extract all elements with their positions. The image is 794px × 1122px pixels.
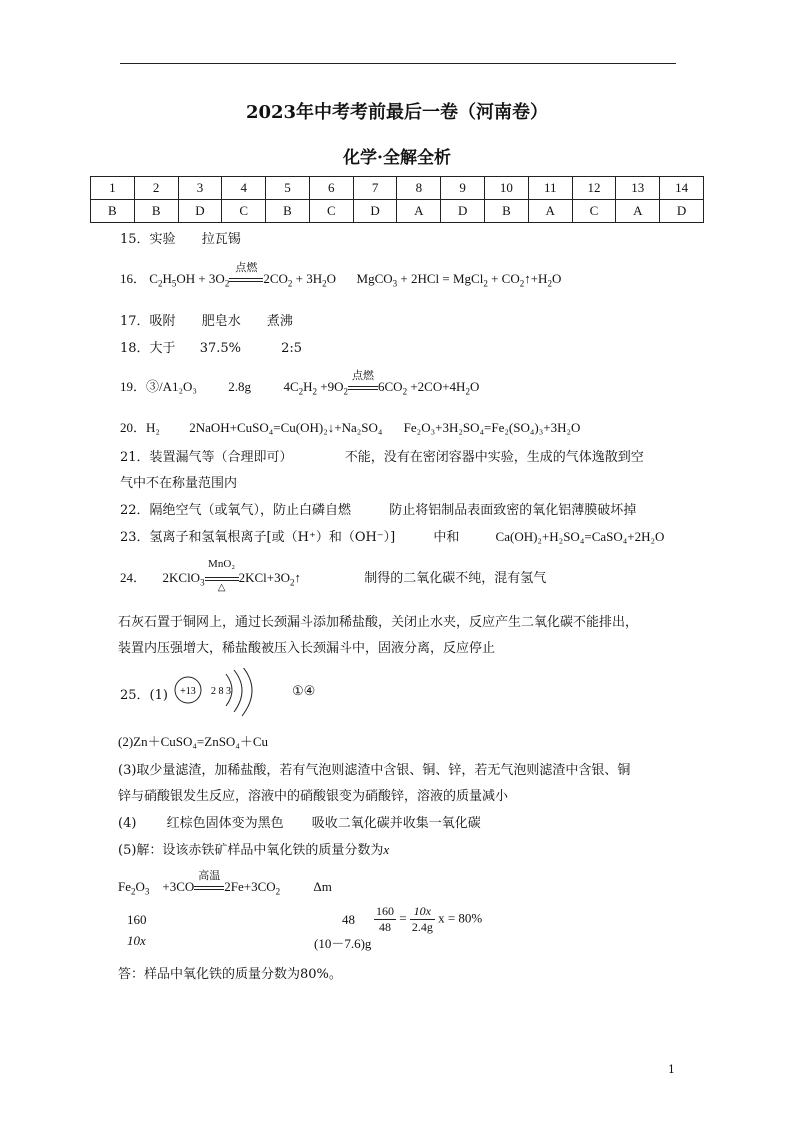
answer-text: 大于 xyxy=(149,341,176,356)
answer-text: 2:5 xyxy=(281,341,303,356)
table-cell: 11 xyxy=(528,177,572,200)
equation-product: $2KCl+3O_2↑$ xyxy=(238,570,301,588)
aluminum-atom-structure-diagram xyxy=(172,668,292,718)
question-number: 19． xyxy=(120,379,147,394)
table-cell: C xyxy=(309,200,353,223)
reaction-arrow xyxy=(205,558,239,593)
table-cell: A xyxy=(397,200,441,223)
table-cell: A xyxy=(616,200,660,223)
question-number: 20． xyxy=(120,420,147,435)
answer-21-continued: 气中不在称量范围内 xyxy=(120,476,238,491)
table-cell: D xyxy=(441,200,485,223)
answer-21 xyxy=(120,446,644,465)
answer-25-choice: ①④ xyxy=(292,684,316,699)
answer-text: 制得的二氧化碳不纯，混有氢气 xyxy=(364,571,547,586)
answer-text: 吸收二氧化碳并收集一氧化碳 xyxy=(311,816,481,831)
equation: MgCO$_3$ + 2HCl = MgCl$_2$ + $CO_2↑+H_2O$ xyxy=(356,271,562,289)
reaction-arrow xyxy=(229,262,263,287)
table-cell: 9 xyxy=(441,177,485,200)
final-answer: 答：样品中氧化铁的质量分数为80%。 xyxy=(118,967,342,982)
table-cell: D xyxy=(660,200,704,223)
reaction-arrow xyxy=(348,370,378,395)
answer-16 xyxy=(120,262,562,289)
answer-17 xyxy=(120,310,293,329)
question-number: 18． xyxy=(120,341,150,356)
answer-text: 吸附 xyxy=(149,314,176,329)
table-cell: C xyxy=(572,200,616,223)
page-number: 1 xyxy=(668,1063,675,1076)
answer-letter-row xyxy=(91,200,704,223)
table-cell: 8 xyxy=(397,177,441,200)
answer-text: 不能，没有在密闭容器中实验，生成的气体逸散到空 xyxy=(344,450,644,465)
answer-text: 中和 xyxy=(433,530,460,545)
table-cell: B xyxy=(134,200,178,223)
reaction-condition: 高温 xyxy=(198,869,221,882)
answer-22 xyxy=(120,499,636,518)
answer-table xyxy=(90,176,704,223)
part-label: (4) xyxy=(118,816,137,831)
table-cell: 10 xyxy=(485,177,529,200)
reaction-condition: MnO₂ xyxy=(208,558,236,570)
equation: 2NaOH+CuSO₄=Cu(OH)₂↓+Na₂SO₄ xyxy=(189,420,383,435)
equation: Fe₂O₃+3H₂SO₄=Fe₂(SO₄)₃+3H₂O xyxy=(403,420,581,435)
answer-text: 肥皂水 xyxy=(201,314,241,329)
answer-text: 实验 xyxy=(149,232,176,247)
calc-value-48: 48 xyxy=(342,912,355,927)
nucleus-charge: +13 xyxy=(180,686,196,697)
answer-24-explanation-1: 石灰石置于铜网上，通过长颈漏斗添加稀盐酸，关闭止水夹，反应产生二氧化碳不能排出， xyxy=(118,615,639,630)
calc-mass-difference: (10－7.6)g xyxy=(314,936,372,951)
answer-23 xyxy=(120,526,664,545)
page-subtitle: 化学·全解全析 xyxy=(343,148,451,168)
equation: $4C_2H_2 +9O_2$ xyxy=(283,379,349,397)
answer-text: 氢离子和氢氧根离子[或（H⁺）和（OH⁻）] xyxy=(149,530,396,545)
heat-symbol: △ xyxy=(217,582,226,593)
answer-text: H₂ xyxy=(146,420,160,435)
answer-20 xyxy=(120,417,580,436)
equation-product: $6CO_2 +2CO+4H_2O$ xyxy=(378,379,480,397)
table-cell: 6 xyxy=(309,177,353,200)
table-cell: 12 xyxy=(572,177,616,200)
equation-product: $2Fe+3CO_2$ xyxy=(224,879,281,897)
question-number: 15． xyxy=(120,232,150,247)
answer-24 xyxy=(120,558,547,593)
question-number: 16． xyxy=(120,271,147,286)
question-number: 24． xyxy=(120,570,147,585)
table-cell: 3 xyxy=(178,177,222,200)
equation: Ca(OH)₂+H₂SO₄=CaSO₄+2H₂O xyxy=(495,529,665,544)
result: x = 80% xyxy=(438,910,483,926)
answer-text: (5)解：设该赤铁矿样品中氧化铁的质量分数为 xyxy=(118,843,384,858)
table-cell: 14 xyxy=(660,177,704,200)
calc-value-10x: 10x xyxy=(127,933,146,948)
table-cell: 1 xyxy=(91,177,135,200)
reaction-condition: 点燃 xyxy=(352,370,375,382)
answer-text: 37.5% xyxy=(199,341,242,356)
question-number: 22． xyxy=(120,503,150,518)
answer-19 xyxy=(120,370,480,397)
equation: $C_2H_5OH + 3O_2$ xyxy=(149,271,230,289)
answer-text: 红棕色固体变为黑色 xyxy=(166,816,284,831)
answer-25-part1-label: 25．(1) xyxy=(120,688,168,703)
answer-text: 2.8g xyxy=(228,379,251,394)
answer-25-part2: (2)Zn＋CuSO₄=ZnSO₄＋Cu xyxy=(118,734,269,749)
table-cell: A xyxy=(528,200,572,223)
answer-text: 煮沸 xyxy=(266,314,293,329)
page-title: 2023年中考考前最后一卷（河南卷） xyxy=(245,102,549,123)
electron-shell-arc xyxy=(242,668,252,716)
equation-product: $2CO_2 + 3H_2O$ xyxy=(263,271,337,289)
table-cell: B xyxy=(91,200,135,223)
answer-24-explanation-2: 装置内压强增大，稀盐酸被压入长颈漏斗中，固液分离，反应停止 xyxy=(118,641,496,656)
table-cell: 7 xyxy=(353,177,397,200)
table-cell: B xyxy=(266,200,310,223)
question-number: 21． xyxy=(120,450,150,465)
table-cell: B xyxy=(485,200,529,223)
table-cell: 13 xyxy=(616,177,660,200)
answer-25-part3-line1: (3)取少量滤渣，加稀盐酸，若有气泡则滤渣中含银、铜、锌，若无气泡则滤渣中含银、铜 xyxy=(118,763,631,778)
proportion-equation: $\frac{160}{48}$ = $\frac{10x}{2.4g}$ x = 80% xyxy=(376,904,483,934)
answer-text: 拉瓦锡 xyxy=(201,232,241,247)
answer-text: 防止将铝制品表面致密的氧化铝薄膜破坏掉 xyxy=(389,503,637,518)
answer-number-row xyxy=(91,177,704,200)
electron-shell-arc xyxy=(234,670,242,712)
answer-25-part3-line2: 锌与硝酸银发生反应，溶液中的硝酸银变为硝酸锌，溶液的质量减小 xyxy=(118,789,509,804)
mass-change-symbol: Δm xyxy=(313,879,332,894)
header-rule xyxy=(120,63,676,64)
table-cell: 4 xyxy=(222,177,266,200)
calculation-equation xyxy=(118,869,332,897)
answer-25-part5-intro xyxy=(118,839,389,858)
table-cell: D xyxy=(178,200,222,223)
calc-value-160: 160 xyxy=(127,912,147,927)
table-cell: 5 xyxy=(266,177,310,200)
reaction-arrow xyxy=(194,869,224,895)
electron-counts: 2 8 3 xyxy=(211,686,231,697)
answer-18 xyxy=(120,337,302,356)
fraction: $\frac{10x}{2.4g}$ xyxy=(411,904,433,934)
answer-text: 装置漏气等（合理即可） xyxy=(149,450,293,465)
question-number: 17． xyxy=(120,314,150,329)
fraction: $\frac{160}{48}$ xyxy=(376,904,394,934)
reaction-condition: 点燃 xyxy=(235,262,258,274)
table-cell: C xyxy=(222,200,266,223)
table-cell: 2 xyxy=(134,177,178,200)
variable-x: x xyxy=(383,842,390,857)
equation: $Fe_2O_3$ +3CO xyxy=(118,879,195,897)
answer-text: 隔绝空气（或氧气），防止白磷自燃 xyxy=(149,503,352,518)
table-cell: D xyxy=(353,200,397,223)
answer-15 xyxy=(120,228,241,247)
answer-text: ③/A1₂O₃ xyxy=(146,379,197,394)
equation: 2KClO$_3$ xyxy=(162,570,205,588)
question-number: 23． xyxy=(120,530,150,545)
answer-25-part4 xyxy=(118,812,481,831)
